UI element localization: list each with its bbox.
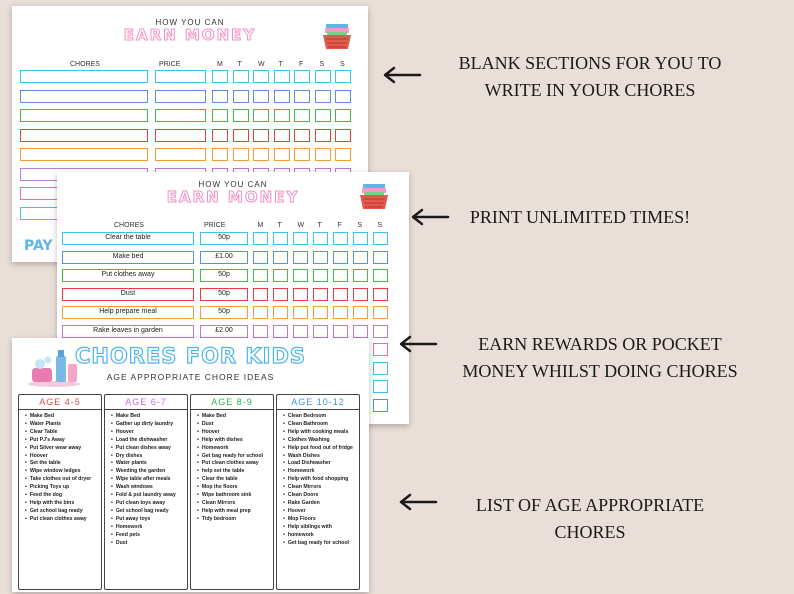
chore-list-item: • Wash Dishes: [283, 453, 356, 461]
chore-list: [19, 410, 101, 524]
chore-list-item: • Hoover: [25, 453, 98, 461]
age-group-column: [18, 394, 102, 590]
sheet1-header-small: HOW YOU CAN: [155, 18, 225, 27]
day-checkbox[interactable]: [274, 148, 290, 161]
chore-list-item: • Clean Bathroom: [283, 421, 356, 429]
day-checkbox[interactable]: [335, 70, 351, 83]
day-checkbox[interactable]: [333, 269, 348, 282]
arrow-left-icon: [382, 65, 422, 85]
day-checkbox[interactable]: [333, 306, 348, 319]
day-checkbox[interactable]: [273, 306, 288, 319]
day-checkbox[interactable]: [253, 90, 269, 103]
chore-list-item: • Dust: [197, 421, 270, 429]
chore-list-item: • Get bag ready for school: [197, 453, 270, 461]
chore-list-item: • Mop Floors: [283, 516, 356, 524]
chore-list-item: • Water Plants: [25, 421, 98, 429]
column-header: CHORES: [70, 61, 100, 68]
day-checkbox[interactable]: [233, 129, 249, 142]
column-header: S: [357, 222, 363, 229]
chore-list-item: • Dry dishes: [111, 453, 184, 461]
day-checkbox[interactable]: [353, 269, 368, 282]
day-checkbox[interactable]: [353, 251, 368, 264]
day-checkbox[interactable]: [373, 380, 388, 393]
chore-cell[interactable]: Make bed: [62, 251, 194, 264]
chore-list-item: • Weeding the garden: [111, 468, 184, 476]
chore-list-item: • Homework: [111, 524, 184, 532]
chore-list-item: • Load Dishwasher: [283, 460, 356, 468]
day-checkbox[interactable]: [373, 362, 388, 375]
age-group-header: AGE 8-9: [191, 395, 273, 410]
day-checkbox[interactable]: [233, 109, 249, 122]
chore-list-item: • Clear Table: [25, 429, 98, 437]
callout-line-1: PRINT UNLIMITED TIMES!: [469, 207, 691, 227]
chore-list-item: • Get bag ready for school: [283, 540, 356, 548]
day-checkbox[interactable]: [212, 148, 228, 161]
price-cell[interactable]: 50p: [200, 288, 248, 301]
chore-list-item: • Homework: [283, 468, 356, 476]
day-checkbox[interactable]: [253, 148, 269, 161]
day-checkbox[interactable]: [373, 251, 388, 264]
column-header: S: [377, 222, 383, 229]
day-checkbox[interactable]: [313, 269, 328, 282]
chore-list-item: • Feed pets: [111, 532, 184, 540]
callout-text: [430, 331, 770, 385]
day-checkbox[interactable]: [373, 269, 388, 282]
day-checkbox[interactable]: [293, 232, 308, 245]
chore-cell[interactable]: Put clothes away: [62, 269, 194, 282]
chore-list-item: • Put Silver wear away: [25, 445, 98, 453]
day-checkbox[interactable]: [253, 70, 269, 83]
callout-text: [420, 50, 760, 104]
column-header: T: [317, 222, 322, 229]
day-checkbox[interactable]: [373, 325, 388, 338]
day-checkbox[interactable]: [212, 109, 228, 122]
chore-list-item: • Dust: [111, 540, 184, 548]
column-header: W: [297, 222, 305, 229]
day-checkbox[interactable]: [293, 269, 308, 282]
day-checkbox[interactable]: [293, 325, 308, 338]
chore-list-item: • Put clean toys away: [111, 500, 184, 508]
day-checkbox[interactable]: [274, 129, 290, 142]
day-checkbox[interactable]: [253, 232, 268, 245]
chore-list-item: • homework: [283, 532, 356, 540]
day-checkbox[interactable]: [313, 325, 328, 338]
chore-list-item: • Get school bag ready: [111, 508, 184, 516]
day-checkbox[interactable]: [233, 90, 249, 103]
chore-list-item: • Load the dishwasher: [111, 437, 184, 445]
chore-list-item: • Clothes Washing: [283, 437, 356, 445]
day-checkbox[interactable]: [233, 70, 249, 83]
day-checkbox[interactable]: [373, 343, 388, 356]
day-checkbox[interactable]: [294, 109, 310, 122]
chore-list-item: • Make Bed: [25, 413, 98, 421]
chore-list-item: • Rake Garden: [283, 500, 356, 508]
chore-list-item: • Set the table: [25, 460, 98, 468]
chore-list-item: • Help with cooking meals: [283, 429, 356, 437]
chore-list-item: • Help with food shopping: [283, 476, 356, 484]
callout-line-2: CHORES: [554, 522, 626, 542]
price-cell[interactable]: [155, 70, 206, 83]
day-checkbox[interactable]: [335, 129, 351, 142]
laundry-basket-icon: [357, 182, 391, 210]
chore-list-item: • Wipe bathroom sink: [197, 492, 270, 500]
laundry-basket-icon: [320, 22, 354, 50]
day-checkbox[interactable]: [274, 70, 290, 83]
day-checkbox[interactable]: [294, 148, 310, 161]
chore-cell[interactable]: Clear the table: [62, 232, 194, 245]
price-cell[interactable]: £1.00: [200, 251, 248, 264]
day-checkbox[interactable]: [233, 148, 249, 161]
day-checkbox[interactable]: [253, 325, 268, 338]
chore-list-item: • Tidy bedroom: [197, 516, 270, 524]
day-checkbox[interactable]: [294, 90, 310, 103]
chore-list-item: • Help siblings with: [283, 524, 356, 532]
callout-line-1: BLANK SECTIONS FOR YOU TO: [458, 53, 722, 73]
age-group-column: [190, 394, 274, 590]
column-header: S: [319, 61, 325, 68]
chore-cell[interactable]: [20, 70, 148, 83]
day-checkbox[interactable]: [253, 129, 269, 142]
day-checkbox[interactable]: [293, 288, 308, 301]
column-header: W: [258, 61, 265, 68]
day-checkbox[interactable]: [253, 269, 268, 282]
chore-list-item: • Wipe window ledges: [25, 468, 98, 476]
day-checkbox[interactable]: [273, 232, 288, 245]
chore-list-item: • Hoover: [283, 508, 356, 516]
chore-list-item: • Fold & put laundry away: [111, 492, 184, 500]
chores-for-kids-title-text: CHORES FOR KIDS: [74, 344, 307, 368]
age-group-column: [104, 394, 188, 590]
day-checkbox[interactable]: [373, 306, 388, 319]
day-checkbox[interactable]: [373, 399, 388, 412]
day-checkbox[interactable]: [293, 306, 308, 319]
chore-list-item: • Put PJ's Away: [25, 437, 98, 445]
price-cell[interactable]: [155, 129, 206, 142]
day-checkbox[interactable]: [294, 129, 310, 142]
chore-cell[interactable]: Help prepare meal: [62, 306, 194, 319]
day-checkbox[interactable]: [293, 251, 308, 264]
chore-list-item: • Put clean clothes away: [197, 460, 270, 468]
callout-text: [420, 204, 740, 231]
chore-cell[interactable]: [20, 109, 148, 122]
day-checkbox[interactable]: [253, 109, 269, 122]
chore-list-item: • Help put food out of fridge: [283, 445, 356, 453]
age-group-column: [276, 394, 360, 590]
sheet2-header-small: HOW YOU CAN: [198, 180, 268, 189]
column-header: F: [299, 61, 304, 68]
price-cell[interactable]: 50p: [200, 232, 248, 245]
chore-list-item: • help set the table: [197, 468, 270, 476]
day-checkbox[interactable]: [313, 251, 328, 264]
day-checkbox[interactable]: [333, 251, 348, 264]
day-checkbox[interactable]: [315, 90, 331, 103]
day-checkbox[interactable]: [273, 325, 288, 338]
callout-line-2: WRITE IN YOUR CHORES: [484, 80, 696, 100]
day-checkbox[interactable]: [253, 306, 268, 319]
sheet1-header-big: EARN MONEY: [123, 26, 257, 44]
column-header: F: [337, 222, 342, 229]
price-cell[interactable]: [155, 148, 206, 161]
chore-list-item: • Clean Doors: [283, 492, 356, 500]
chore-list-item: • Wipe table after meals: [111, 476, 184, 484]
chore-list-item: • Get school bag ready: [25, 508, 98, 516]
day-checkbox[interactable]: [294, 70, 310, 83]
day-checkbox[interactable]: [315, 129, 331, 142]
callout-line-1: LIST OF AGE APPROPRIATE: [475, 495, 705, 515]
chore-list-item: • Water plants: [111, 460, 184, 468]
day-checkbox[interactable]: [353, 232, 368, 245]
day-checkbox[interactable]: [273, 288, 288, 301]
chore-list-item: • Feed the dog: [25, 492, 98, 500]
callout-line-2: MONEY WHILST DOING CHORES: [462, 361, 738, 381]
chore-cell[interactable]: [20, 90, 148, 103]
day-checkbox[interactable]: [212, 70, 228, 83]
column-header: T: [237, 61, 242, 68]
age-group-header: AGE 10-12: [277, 395, 359, 410]
age-group-header: AGE 6-7: [105, 395, 187, 410]
day-checkbox[interactable]: [333, 325, 348, 338]
day-checkbox[interactable]: [315, 109, 331, 122]
chore-list-item: • Take clothes out of dryer: [25, 476, 98, 484]
chore-list-item: • Clean Bedroom: [283, 413, 356, 421]
column-header: M: [217, 61, 223, 68]
chore-list: [191, 410, 273, 524]
age-appropriate-subtitle: AGE APPROPRIATE CHORE IDEAS: [106, 372, 275, 382]
day-checkbox[interactable]: [253, 251, 268, 264]
column-header: PRICE: [204, 222, 226, 229]
chore-cell[interactable]: Dust: [62, 288, 194, 301]
column-header: T: [278, 61, 283, 68]
day-checkbox[interactable]: [353, 288, 368, 301]
day-checkbox[interactable]: [313, 288, 328, 301]
day-checkbox[interactable]: [335, 90, 351, 103]
chore-cell[interactable]: Rake leaves in garden: [62, 325, 194, 338]
chore-list-item: • Help with dishes: [197, 437, 270, 445]
chore-list-item: • Picking Toys up: [25, 484, 98, 492]
chore-list-item: • Put away toys: [111, 516, 184, 524]
column-header: CHORES: [114, 222, 144, 229]
day-checkbox[interactable]: [333, 288, 348, 301]
chore-list-item: • Clean Mirrors: [197, 500, 270, 508]
chore-list-item: • Put clean clothes away: [25, 516, 98, 524]
chore-list-item: • Wash windows: [111, 484, 184, 492]
chore-list-item: • Clear the table: [197, 476, 270, 484]
chore-list-item: • Hoover: [197, 429, 270, 437]
price-cell[interactable]: [155, 90, 206, 103]
day-checkbox[interactable]: [335, 148, 351, 161]
chore-list-item: • Hoover: [111, 429, 184, 437]
chore-list-item: • Put clean dishes away: [111, 445, 184, 453]
day-checkbox[interactable]: [273, 269, 288, 282]
day-checkbox[interactable]: [353, 306, 368, 319]
day-checkbox[interactable]: [333, 232, 348, 245]
sheet1-footer-partial: PAY: [24, 238, 53, 254]
age-appropriate-chores-sheet: [12, 338, 369, 592]
chore-cell[interactable]: [20, 129, 148, 142]
chore-list: [277, 410, 359, 547]
chore-list-item: • Gather up dirty laundry: [111, 421, 184, 429]
sheet2-header-big: EARN MONEY: [166, 188, 300, 206]
day-checkbox[interactable]: [274, 109, 290, 122]
day-checkbox[interactable]: [313, 306, 328, 319]
price-cell[interactable]: 50p: [200, 306, 248, 319]
price-cell[interactable]: [155, 109, 206, 122]
day-checkbox[interactable]: [212, 90, 228, 103]
day-checkbox[interactable]: [373, 232, 388, 245]
day-checkbox[interactable]: [273, 251, 288, 264]
day-checkbox[interactable]: [353, 325, 368, 338]
day-checkbox[interactable]: [335, 109, 351, 122]
column-header: S: [340, 61, 345, 68]
chore-list-item: • Help with the bins: [25, 500, 98, 508]
day-checkbox[interactable]: [315, 148, 331, 161]
column-header: PRICE: [159, 61, 181, 68]
price-cell[interactable]: £2.00: [200, 325, 248, 338]
chore-list-item: • Mop the floors: [197, 484, 270, 492]
chore-list-item: • Homework: [197, 445, 270, 453]
day-checkbox[interactable]: [315, 70, 331, 83]
chore-list-item: • Make Bed: [197, 413, 270, 421]
day-checkbox[interactable]: [212, 129, 228, 142]
callout-line-1: EARN REWARDS OR POCKET: [478, 334, 722, 354]
column-header: M: [257, 222, 264, 229]
chore-list-item: • Clean Mirrors: [283, 484, 356, 492]
chore-cell[interactable]: [20, 148, 148, 161]
chore-list: [105, 410, 187, 547]
callout-text: [430, 492, 750, 546]
chores-for-kids-title: [12, 344, 369, 368]
age-group-header: AGE 4-5: [19, 395, 101, 410]
day-checkbox[interactable]: [373, 288, 388, 301]
day-checkbox[interactable]: [253, 288, 268, 301]
day-checkbox[interactable]: [313, 232, 328, 245]
price-cell[interactable]: 50p: [200, 269, 248, 282]
chore-list-item: • Make Bed: [111, 413, 184, 421]
chore-list-item: • Help with meal prep: [197, 508, 270, 516]
column-header: T: [277, 222, 282, 229]
day-checkbox[interactable]: [274, 90, 290, 103]
